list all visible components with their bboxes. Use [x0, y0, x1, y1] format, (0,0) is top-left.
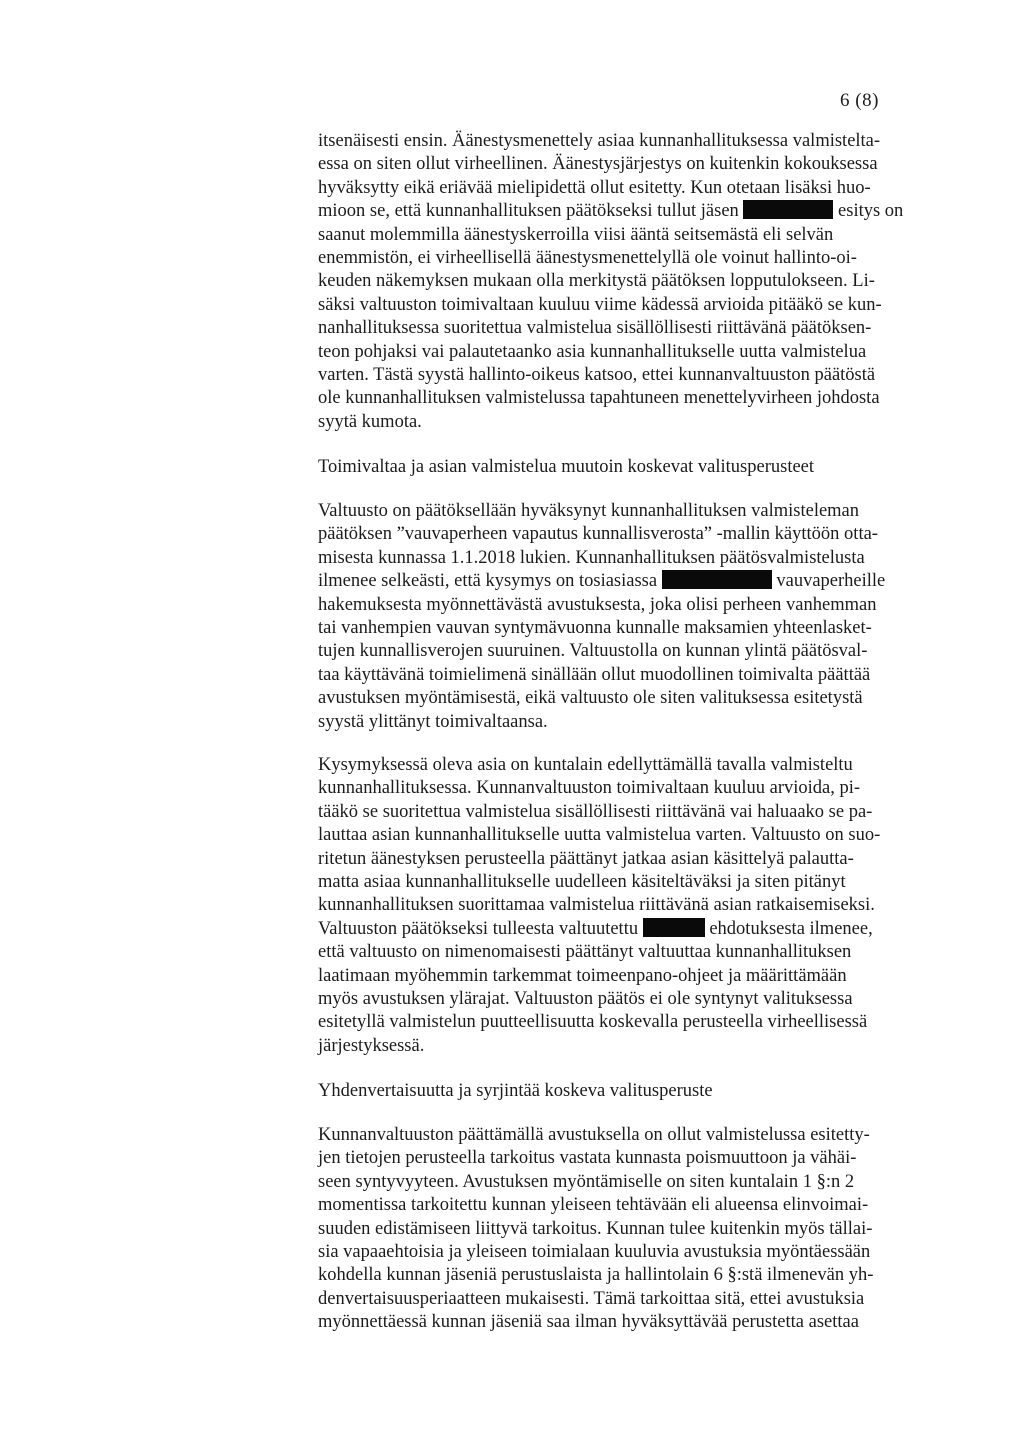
text-line: saanut molemmilla äänestyskerroilla viisi ääntä seitsemästä eli selvän — [318, 224, 834, 245]
text-line: ole kunnanhallituksen valmistelussa tapahtuneen menettelyvirheen johdosta — [318, 388, 880, 409]
text-line: momentissa tarkoitettu kunnan yleiseen tehtävään eli alueensa elinvoimai- — [318, 1195, 869, 1216]
text-segment: ehdotuksesta ilmenee, — [709, 918, 873, 939]
text-line: syytä kumota. — [318, 411, 422, 432]
text-line: itsenäisesti ensin. Äänestysmenettely asiaa kunnanhallituksessa valmistelta- — [318, 131, 881, 151]
text-line: hyväksytty eikä eriävää mielipidettä ollut esitetty. Kun otetaan lisäksi huo- — [318, 177, 871, 198]
spacer — [318, 1058, 910, 1079]
text-line: ritetun äänestyksen perusteella päättänyt jatkaa asian käsittelyä palautta- — [318, 848, 854, 869]
text-segment: vauvaperheille — [776, 571, 886, 592]
text-line: avustuksen myöntämisestä, eikä valtuusto ole siten valituksessa esitetystä — [318, 688, 863, 709]
section-heading: Yhdenvertaisuutta ja syrjintää koskeva valitusperuste — [318, 1081, 713, 1102]
text-line: tujen kunnallisverojen suuruinen. Valtuustolla on kunnan ylintä päätösval- — [318, 641, 868, 662]
text-line: sia vapaaehtoisia ja yleiseen toimialaan kuuluvia avustuksia myöntäessään — [318, 1242, 871, 1263]
text-line: essa on siten ollut virheellinen. Äänestysjärjestys on kuitenkin kokouksessa — [318, 154, 878, 175]
text-line: Kysymyksessä oleva asia on kuntalain edellyttämällä tavalla valmisteltu — [318, 754, 853, 775]
text-line: matta asiaa kunnanhallitukselle uudelleen käsiteltäväksi ja siten pitänyt — [318, 871, 846, 892]
redaction-box — [643, 918, 705, 937]
text-line: lauttaa asian kunnanhallitukselle uutta valmistelua varten. Valtuusto on suo- — [318, 825, 881, 846]
text-line: tai vanhempien vauvan syntymävuonna kunnalle maksamien yhteenlasket- — [318, 618, 872, 639]
text-line: kunnanhallituksen suorittamaa valmistelua riittävänä asian ratkaisemiseksi. — [318, 895, 875, 916]
text-line: kunnanhallituksessa. Kunnanvaltuuston toimivaltaan kuuluu arvioida, pi- — [318, 778, 861, 799]
section-heading: Toimivaltaa ja asian valmistelua muutoin koskevat valitusperusteet — [318, 457, 815, 478]
text-line: myönnettäessä kunnan jäseniä saa ilman hyväksyttävää perustetta asettaa — [318, 1312, 859, 1333]
spacer — [318, 479, 910, 500]
text-line: päätöksen ”vauvaperheen vapautus kunnallisverosta” -mallin käyttöön otta- — [318, 524, 878, 545]
page-number: 6 (8) — [840, 90, 879, 111]
text-segment: esitys on — [838, 201, 904, 222]
text-line: myös avustuksen ylärajat. Valtuuston päätös ei ole syntynyt valituksessa — [318, 988, 853, 1009]
text-line — [318, 200, 910, 223]
text-line: suuden edistämiseen liittyvä tarkoitus. Kunnan tulee kuitenkin myös tällai- — [318, 1218, 873, 1239]
text-segment: Valtuuston päätökseksi tulleesta valtuutettu — [318, 918, 639, 939]
text-line: taa käyttävänä toimielimenä sinällään ollut muodollinen toimivalta päättää — [318, 664, 871, 685]
text-line: säksi valtuuston toimivaltaan kuuluu viime kädessä arvioida pitääkö se kun- — [318, 294, 882, 315]
text-line: hakemuksesta myönnettävästä avustuksesta, joka olisi perheen vanhemman — [318, 594, 877, 615]
text-line: enemmistön, ei virheellisellä äänestysmenettelyllä ole voinut hallinto-oi- — [318, 247, 857, 268]
paragraph-3 — [318, 754, 910, 1058]
text-line — [318, 570, 910, 593]
text-line: tääkö se suoritettua valmistelua sisällöllisesti riittävänä vai haluaako se pa- — [318, 801, 873, 822]
text-line: jen tietojen perusteella tarkoitus vastata kunnasta poismuuttoon ja vähäi- — [318, 1148, 857, 1169]
paragraph-2 — [318, 500, 910, 734]
spacer — [318, 1103, 910, 1124]
redaction-box — [743, 200, 833, 219]
redaction-box — [662, 570, 772, 589]
text-line: varten. Tästä syystä hallinto-oikeus katsoo, ettei kunnanvaltuuston päätöstä — [318, 364, 876, 385]
text-line: Kunnanvaltuuston päättämällä avustuksella on ollut valmistelussa esitetty- — [318, 1125, 870, 1146]
text-line: misesta kunnassa 1.1.2018 lukien. Kunnanhallituksen päätösvalmistelusta — [318, 547, 865, 568]
text-line: että valtuusto on nimenomaisesti päättänyt valtuuttaa kunnanhallituksen — [318, 942, 852, 963]
text-line: kohdella kunnan jäseniä perustuslaista ja hallintolain 6 §:stä ilmenevän yh- — [318, 1265, 874, 1286]
text-line — [318, 918, 910, 941]
spacer — [318, 434, 910, 455]
text-line: teon pohjaksi vai palautetaanko asia kunnanhallitukselle uutta valmistelua — [318, 341, 867, 362]
text-line: Valtuusto on päätöksellään hyväksynyt kunnanhallituksen valmisteleman — [318, 501, 860, 522]
text-line: syystä ylittänyt toimivaltaansa. — [318, 711, 548, 732]
text-line: esitetyllä valmistelun puutteellisuutta koskevalla perusteella virheellisessä — [318, 1012, 868, 1033]
text-line: järjestyksessä. — [318, 1035, 425, 1056]
spacer — [318, 734, 910, 754]
text-line: laatimaan myöhemmin tarkemmat toimeenpano-ohjeet ja määrittämään — [318, 965, 847, 986]
text-line: seen syntyvyyteen. Avustuksen myöntämiselle on siten kuntalain 1 §:n 2 — [318, 1171, 855, 1192]
text-line: nanhallituksessa suoritettua valmistelua sisällöllisesti riittävänä päätöksen- — [318, 318, 872, 339]
text-segment: ilmenee selkeästi, että kysymys on tosiasiassa — [318, 571, 658, 592]
document-body — [318, 130, 910, 1335]
paragraph-1 — [318, 130, 910, 434]
text-segment: mioon se, että kunnanhallituksen päätökseksi tullut jäsen — [318, 201, 739, 222]
text-line: denvertaisuusperiaatteen mukaisesti. Tämä tarkoittaa sitä, ettei avustuksia — [318, 1288, 865, 1309]
text-line: keuden näkemyksen mukaan olla merkitystä päätöksen lopputulokseen. Li- — [318, 271, 875, 292]
paragraph-4 — [318, 1124, 910, 1335]
